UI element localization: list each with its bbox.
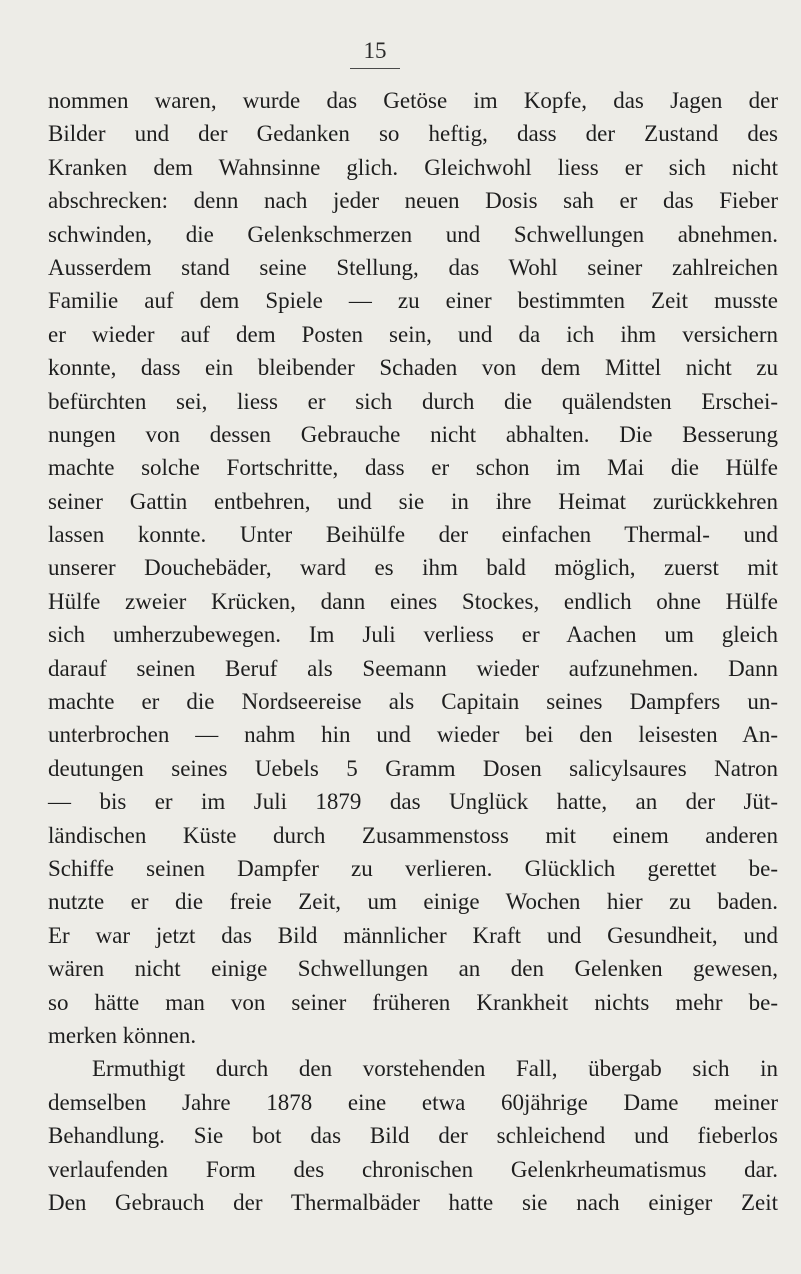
text-line: nungen von dessen Gebrauche nicht abhalten. Die Besserung <box>48 421 778 447</box>
text-line: seiner Gattin entbehren, und sie in ihre Heimat zurückkehren <box>48 488 778 514</box>
text-line: deutungen seines Uebels 5 Gramm Dosen salicylsaures Natron <box>48 755 778 781</box>
text-line: konnte, dass ein bleibender Schaden von dem Mittel nicht zu <box>48 355 778 381</box>
text-line: schwinden, die Gelenkschmerzen und Schwellungen abnehmen. <box>48 221 778 247</box>
text-line: unterbrochen — nahm hin und wieder bei den leisesten An- <box>48 722 778 748</box>
text-line: Er war jetzt das Bild männlicher Kraft und Gesundheit, und <box>48 922 778 948</box>
text-line: Den Gebrauch der Thermalbäder hatte sie nach einiger Zeit <box>48 1189 778 1215</box>
text-line: machte solche Fortschritte, dass er schon im Mai die Hülfe <box>48 455 778 481</box>
text-line: Ermuthigt durch den vorstehenden Fall, übergab sich in <box>92 1056 778 1082</box>
text-line: unserer Douchebäder, ward es ihm bald möglich, zuerst mit <box>48 555 778 581</box>
text-line: verlaufenden Form des chronischen Gelenkrheumatismus dar. <box>48 1156 778 1182</box>
text-line: merken können. <box>48 1022 197 1048</box>
text-line: nommen waren, wurde das Getöse im Kopfe, das Jagen der <box>48 88 778 113</box>
text-line: demselben Jahre 1878 eine etwa 60jährige Dame meiner <box>48 1089 778 1115</box>
text-line: lassen konnte. Unter Beihülfe der einfachen Thermal- und <box>48 522 778 548</box>
text-line: Kranken dem Wahnsinne glich. Gleichwohl liess er sich nicht <box>48 154 778 180</box>
text-line: machte er die Nordseereise als Capitain seines Dampfers un- <box>48 689 778 715</box>
text-line: so hätte man von seiner früheren Krankheit nichts mehr be- <box>48 989 778 1015</box>
text-line: Ausserdem stand seine Stellung, das Wohl seiner zahlreichen <box>48 254 778 280</box>
text-line: — bis er im Juli 1879 das Unglück hatte, an der Jüt- <box>48 789 778 815</box>
body-text <box>48 84 778 1219</box>
text-line: sich umherzubewegen. Im Juli verliess er Aachen um gleich <box>48 622 778 648</box>
text-line: er wieder auf dem Posten sein, und da ich ihm versichern <box>48 321 778 347</box>
text-line: wären nicht einige Schwellungen an den Gelenken gewesen, <box>48 956 778 982</box>
text-line: Hülfe zweier Krücken, dann eines Stockes, endlich ohne Hülfe <box>48 588 778 614</box>
text-line: ländischen Küste durch Zusammenstoss mit einem anderen <box>48 822 778 848</box>
text-line: darauf seinen Beruf als Seemann wieder aufzunehmen. Dann <box>48 655 778 681</box>
text-line: Behandlung. Sie bot das Bild der schleichend und fieberlos <box>48 1123 778 1149</box>
text-line: Bilder und der Gedanken so heftig, dass der Zustand des <box>48 121 778 147</box>
text-line: abschrecken: denn nach jeder neuen Dosis sah er das Fieber <box>48 188 778 214</box>
text-line: Familie auf dem Spiele — zu einer bestimmten Zeit musste <box>48 288 778 314</box>
text-line: nutzte er die freie Zeit, um einige Wochen hier zu baden. <box>48 889 778 915</box>
text-line: Schiffe seinen Dampfer zu verlieren. Glücklich gerettet be- <box>48 855 778 881</box>
text-line: befürchten sei, liess er sich durch die quälendsten Erschei- <box>48 388 778 414</box>
page-number: 15 <box>350 38 400 69</box>
